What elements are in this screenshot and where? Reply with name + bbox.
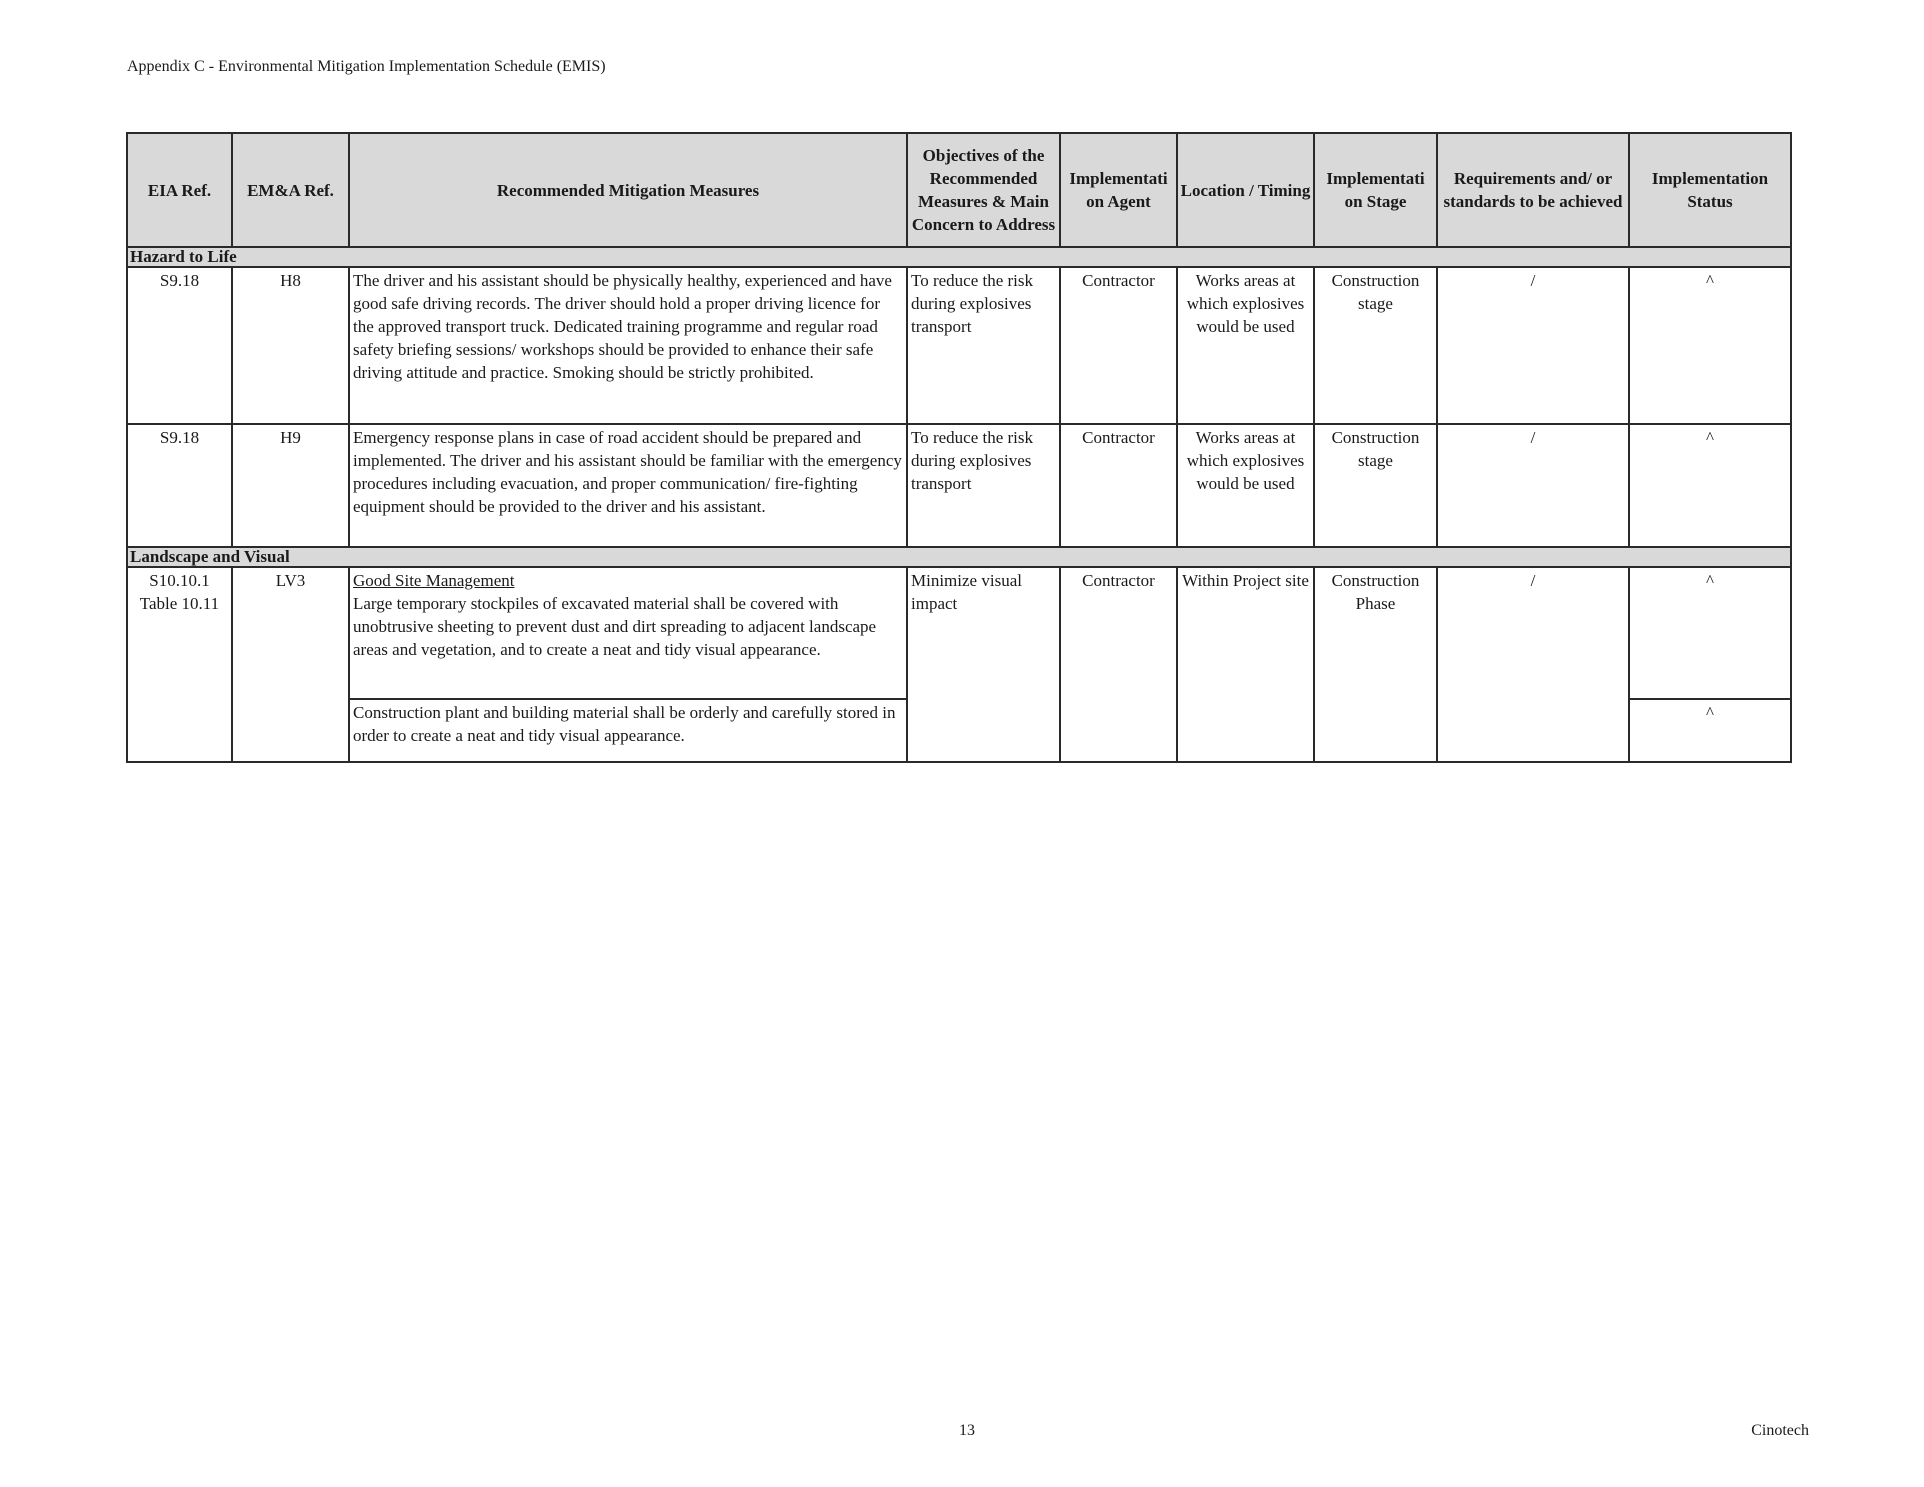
cell-agent: Contractor [1060, 424, 1177, 547]
cell-status: ^ [1629, 424, 1791, 547]
cell-ema-ref: H9 [232, 424, 349, 547]
cell-stage: Construction Phase [1314, 567, 1437, 762]
section-title: Hazard to Life [127, 247, 1791, 267]
col-objectives: Objectives of the Recommended Measures & Main Concern to Address [907, 133, 1060, 247]
table-header [127, 133, 1791, 247]
cell-eia-ref [127, 567, 232, 762]
col-agent: Implementati on Agent [1060, 133, 1177, 247]
cell-ema-ref: H8 [232, 267, 349, 424]
cell-eia-ref: S9.18 [127, 267, 232, 424]
cell-location: Within Project site [1177, 567, 1314, 762]
col-location: Location / Timing [1177, 133, 1314, 247]
measure-text: Large temporary stockpiles of excavated material shall be covered with unobtrusive sheeting to prevent dust and dirt spreading to adjacent landscape areas and vegetation, and to create a neat and tidy visual appearance. [353, 594, 877, 659]
cell-objective: To reduce the risk during explosives transport [907, 267, 1060, 424]
cell-stage: Construction stage [1314, 424, 1437, 547]
section-title: Landscape and Visual [127, 547, 1791, 567]
cell-agent: Contractor [1060, 267, 1177, 424]
col-stage: Implementati on Stage [1314, 133, 1437, 247]
cell-status: ^ [1629, 267, 1791, 424]
cell-requirements: / [1437, 567, 1629, 762]
emis-table [126, 132, 1792, 763]
measure-heading: Good Site Management [353, 571, 515, 590]
cell-agent: Contractor [1060, 567, 1177, 762]
page-number: 13 [959, 1422, 975, 1439]
table-row-h9 [127, 424, 1791, 547]
section-row-landscape [127, 547, 1791, 567]
page-header: Appendix C - Environmental Mitigation Implementation Schedule (EMIS) [127, 58, 606, 75]
col-requirements: Requirements and/ or standards to be achieved [1437, 133, 1629, 247]
company-name: Cinotech [1751, 1422, 1809, 1439]
cell-stage: Construction stage [1314, 267, 1437, 424]
table-row-lv3 [127, 567, 1791, 699]
col-ema-ref: EM&A Ref. [232, 133, 349, 247]
cell-measure: Emergency response plans in case of road accident should be prepared and implemented. The driver and his assistant should be familiar with the emergency procedures including evacuation, and proper communication/ fire-fighting equipment should be provided to the driver and his assistant. [349, 424, 907, 547]
col-eia-ref: EIA Ref. [127, 133, 232, 247]
eia-ref-line1: S10.10.1 [149, 571, 210, 590]
col-measures: Recommended Mitigation Measures [349, 133, 907, 247]
section-row-hazard [127, 247, 1791, 267]
eia-ref-line2: Table 10.11 [139, 594, 220, 613]
cell-measure: The driver and his assistant should be physically healthy, experienced and have good safe driving records. The driver should hold a proper driving licence for the approved transport truck. Dedicated training programme and regular road safety briefing sessions/ workshops should be provided to enhance their safe driving attitude and practice. Smoking should be strictly prohibited. [349, 267, 907, 424]
cell-location: Works areas at which explosives would be used [1177, 424, 1314, 547]
cell-objective: To reduce the risk during explosives transport [907, 424, 1060, 547]
cell-requirements: / [1437, 424, 1629, 547]
col-status: Implementation Status [1629, 133, 1791, 247]
cell-status: ^ [1629, 567, 1791, 699]
cell-location: Works areas at which explosives would be used [1177, 267, 1314, 424]
cell-measure [349, 567, 907, 699]
cell-status-2: ^ [1629, 699, 1791, 762]
cell-measure-2: Construction plant and building material shall be orderly and carefully stored in order to create a neat and tidy visual appearance. [349, 699, 907, 762]
table-row-h8 [127, 267, 1791, 424]
cell-ema-ref: LV3 [232, 567, 349, 762]
cell-objective: Minimize visual impact [907, 567, 1060, 762]
cell-requirements: / [1437, 267, 1629, 424]
cell-eia-ref: S9.18 [127, 424, 232, 547]
